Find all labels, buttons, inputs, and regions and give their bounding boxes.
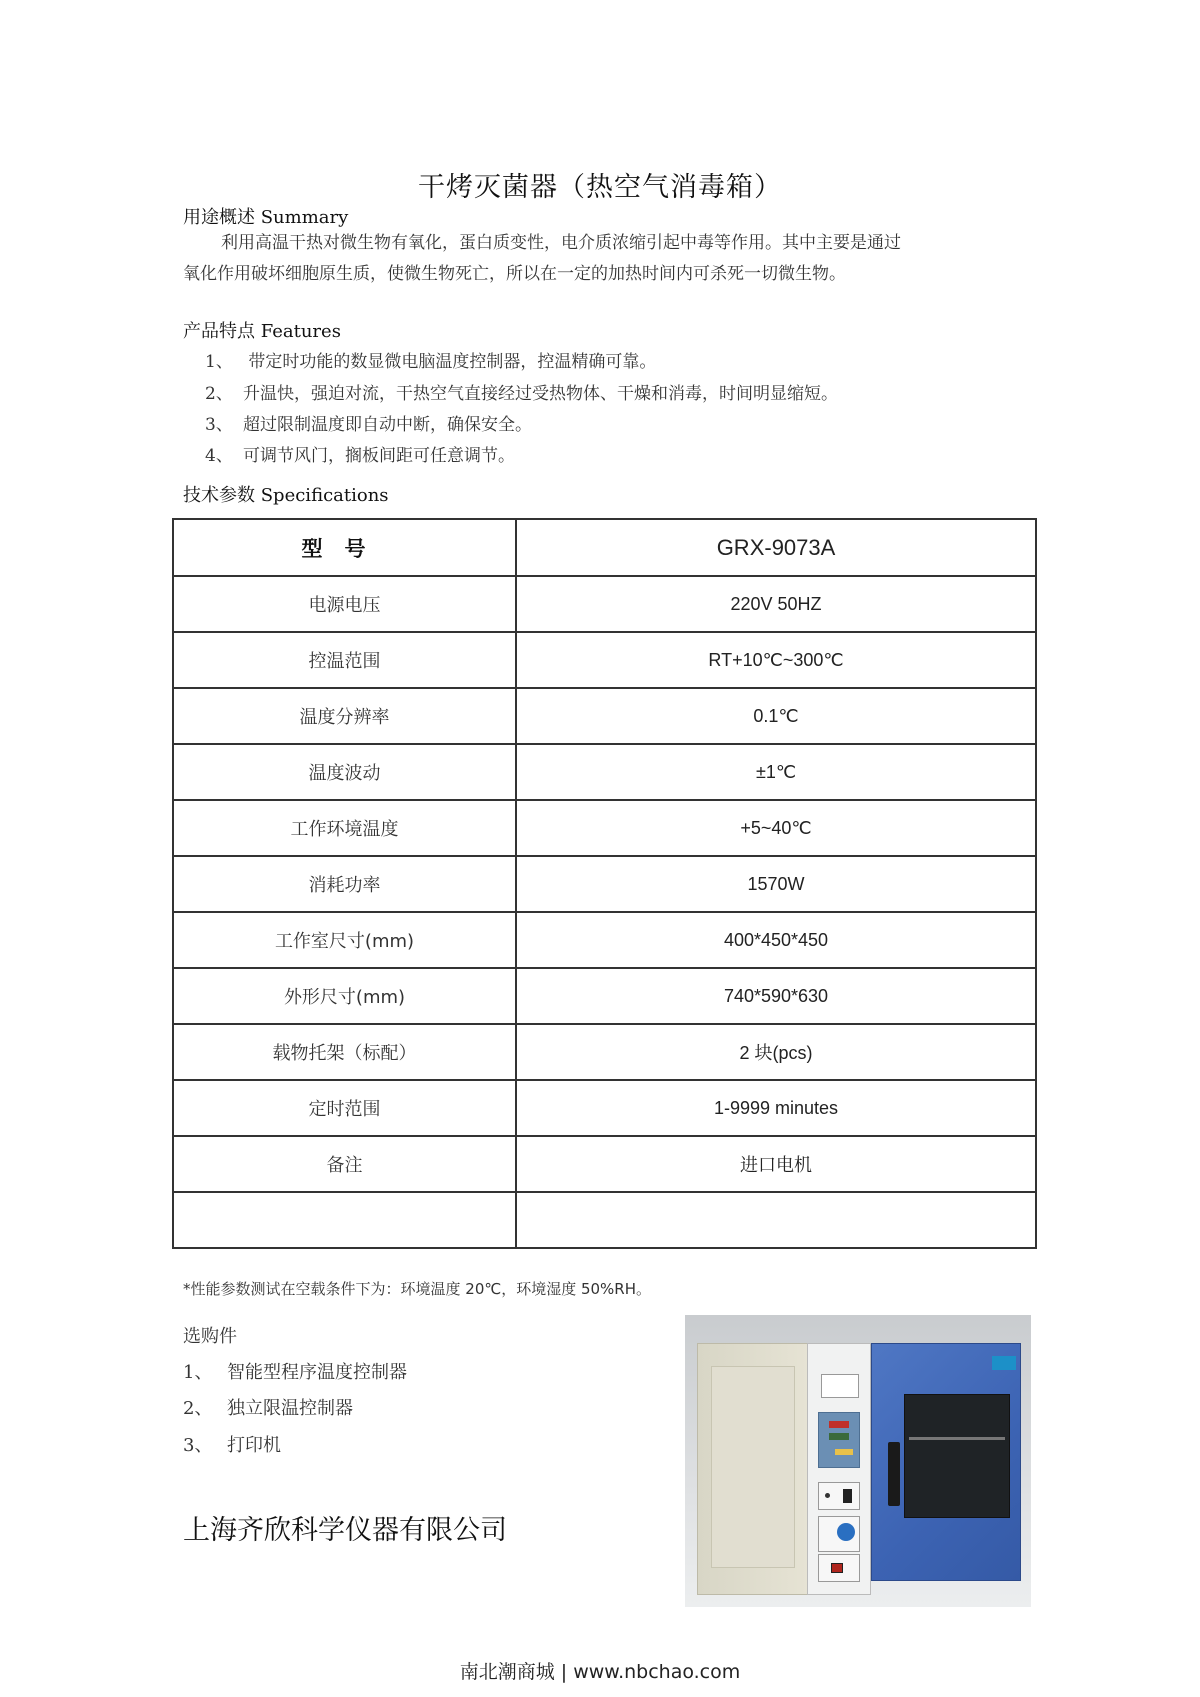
spec-label: 电源电压: [173, 576, 516, 632]
optional-text: 独立限温控制器: [227, 1398, 353, 1419]
spec-label: 工作环境温度: [173, 800, 516, 856]
spec-value: 220V 50HZ: [516, 576, 1036, 632]
optional-number: 2、: [183, 1398, 213, 1419]
spec-label: 温度分辨率: [173, 688, 516, 744]
spec-value: 400*450*450: [516, 912, 1036, 968]
optional-item: [183, 1394, 353, 1420]
oven-door: [871, 1343, 1021, 1581]
optional-item: [183, 1358, 407, 1384]
feature-item: [205, 410, 532, 435]
red-switch-icon: [831, 1563, 843, 1573]
company-name: 上海齐欣科学仪器有限公司: [183, 1515, 507, 1546]
oven-control-panel: [807, 1343, 871, 1595]
footer-watermark: 南北潮商城 | www.nbchao.com: [459, 1661, 741, 1683]
spec-label: 备注: [173, 1136, 516, 1192]
feature-text: 可调节风门，搁板间距可任意调节。: [243, 446, 515, 466]
table-row: [173, 1080, 1036, 1136]
spec-value: [516, 1192, 1036, 1248]
spec-value: 1-9999 minutes: [516, 1080, 1036, 1136]
brand-logo-icon: [992, 1356, 1016, 1370]
feature-number: 4、: [205, 446, 233, 466]
model-label: 型号: [173, 519, 516, 576]
fan-switch-box: [818, 1554, 860, 1582]
led-display-icon: [829, 1433, 849, 1440]
spec-label: [173, 1192, 516, 1248]
optional-text: 智能型程序温度控制器: [227, 1362, 407, 1383]
feature-text: 带定时功能的数显微电脑温度控制器，控温精确可靠。: [243, 352, 657, 372]
spec-label: 工作室尺寸(mm): [173, 912, 516, 968]
rocker-switch-icon: [843, 1489, 852, 1503]
optional-number: 3、: [183, 1435, 213, 1456]
spec-label: 消耗功率: [173, 856, 516, 912]
features-heading: 产品特点 Features: [183, 321, 341, 342]
limit-knob-box: [818, 1516, 860, 1552]
spec-label: 温度波动: [173, 744, 516, 800]
table-row: [173, 912, 1036, 968]
table-row: [173, 688, 1036, 744]
table-row: [173, 968, 1036, 1024]
spec-value: 740*590*630: [516, 968, 1036, 1024]
table-row: [173, 1024, 1036, 1080]
spec-label: 载物托架（标配）: [173, 1024, 516, 1080]
optional-item: [183, 1431, 281, 1457]
feature-item: [205, 379, 838, 404]
feature-item: [205, 347, 656, 372]
shelf-rack-icon: [909, 1437, 1005, 1440]
table-header-row: [173, 519, 1036, 576]
spec-label: 定时范围: [173, 1080, 516, 1136]
spec-value: RT+10℃~300℃: [516, 632, 1036, 688]
feature-number: 3、: [205, 415, 233, 435]
table-row: [173, 576, 1036, 632]
table-row: [173, 800, 1036, 856]
spec-value: 1570W: [516, 856, 1036, 912]
oven-side-panel: [697, 1343, 809, 1595]
spec-label: 控温范围: [173, 632, 516, 688]
product-photo: [685, 1315, 1031, 1607]
knob-icon: [837, 1523, 855, 1541]
spec-value: +5~40℃: [516, 800, 1036, 856]
feature-number: 1、: [205, 352, 233, 372]
indicator-light-icon: [825, 1493, 830, 1498]
feature-text: 升温快，强迫对流，干热空气直接经过受热物体、干燥和消毒，时间明显缩短。: [243, 384, 838, 404]
power-switch-box: [818, 1482, 860, 1510]
spec-value: 2 块(pcs): [516, 1024, 1036, 1080]
summary-line-1: 利用高温干热对微生物有氧化，蛋白质变性，电介质浓缩引起中毒等作用。其中主要是通过: [221, 233, 901, 253]
table-row-empty: [173, 1192, 1036, 1248]
test-conditions-note: *性能参数测试在空载条件下为：环境温度 20℃，环境湿度 50%RH。: [183, 1280, 652, 1298]
document-title: 干烤灭菌器（热空气消毒箱）: [418, 172, 782, 203]
specifications-table: [172, 518, 1037, 1249]
optional-parts-heading: 选购件: [183, 1326, 237, 1347]
specifications-heading: 技术参数 Specifications: [183, 485, 389, 506]
model-value: GRX-9073A: [516, 519, 1036, 576]
summary-heading: 用途概述 Summary: [183, 207, 349, 228]
nameplate: [821, 1374, 859, 1398]
controller-keys-icon: [835, 1449, 853, 1455]
optional-text: 打印机: [227, 1435, 281, 1456]
spec-label: 外形尺寸(mm): [173, 968, 516, 1024]
feature-item: [205, 441, 515, 466]
feature-number: 2、: [205, 384, 233, 404]
spec-value: 0.1℃: [516, 688, 1036, 744]
spec-value: 进口电机: [516, 1136, 1036, 1192]
summary-paragraph: [183, 228, 1033, 290]
spec-value: ±1℃: [516, 744, 1036, 800]
table-row: [173, 632, 1036, 688]
summary-line-2: 氧化作用破坏细胞原生质，使微生物死亡，所以在一定的加热时间内可杀死一切微生物。: [183, 264, 846, 284]
led-display-icon: [829, 1421, 849, 1428]
door-handle-icon: [888, 1442, 900, 1506]
table-row: [173, 856, 1036, 912]
door-window: [904, 1394, 1010, 1518]
table-row: [173, 744, 1036, 800]
table-row: [173, 1136, 1036, 1192]
temperature-controller: [818, 1412, 860, 1468]
optional-number: 1、: [183, 1362, 213, 1383]
feature-text: 超过限制温度即自动中断，确保安全。: [243, 415, 532, 435]
